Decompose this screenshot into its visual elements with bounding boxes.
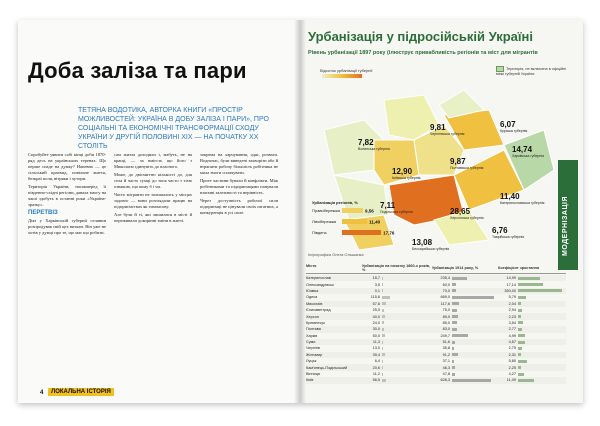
map-label-poltava: Полтавська губернія — [450, 166, 484, 170]
cell-1914 — [432, 321, 498, 325]
rate-region-label: Правобережжя — [312, 208, 341, 213]
map-label-tavria: Таврійська губернія — [492, 235, 525, 239]
cell-1860-bar — [382, 321, 384, 324]
cell-coef — [498, 308, 566, 312]
cell-1860 — [362, 315, 432, 319]
cell-1914-value: 75,0 — [442, 308, 450, 313]
cell-1860-value: 20,6 — [372, 365, 380, 370]
rate-bar — [342, 219, 367, 224]
col-header-1914: Урбанізація 1914 року, % — [432, 266, 479, 270]
right-page — [300, 20, 583, 403]
cell-1860-bar — [382, 309, 384, 312]
cell-1860-value: 57,6 — [372, 301, 380, 306]
cell-1860-value: 30,0 — [372, 327, 380, 332]
cell-1914 — [432, 359, 498, 363]
cell-1914-bar — [452, 379, 491, 382]
cell-city: Суми — [306, 340, 316, 345]
map-value-volyn: 7,82 — [358, 138, 374, 147]
cell-1860-bar — [382, 315, 385, 318]
cell-coef-value: 5,79 — [508, 295, 516, 300]
cell-1914 — [432, 276, 498, 280]
cell-1860-value: 50,0 — [372, 333, 380, 338]
cell-1914-bar — [452, 353, 458, 356]
map-label-chernihiv: Чернігівська губернія — [430, 132, 465, 136]
cell-1860-value: 6,4 — [374, 359, 380, 364]
cell-1860-bar — [382, 289, 383, 292]
map-label-katerynoslav: Катеринославська губернія — [500, 201, 545, 205]
cell-city: Житомир — [306, 352, 323, 357]
cell-coef-value: 350,00 — [504, 288, 516, 293]
cell-1914-value: 37,1 — [442, 359, 450, 364]
infographic-title — [308, 28, 578, 50]
cell-1860-bar — [382, 283, 383, 286]
cell-coef-bar — [518, 296, 526, 299]
col-header-1860: Урбанізація на початку 1860-х років, % — [362, 264, 431, 272]
cell-coef — [498, 340, 566, 344]
cell-1914-bar — [452, 315, 458, 318]
map-label-podillia: Подільська губернія — [380, 210, 413, 214]
cell-coef — [498, 321, 566, 325]
section-subheading: ПЕРЕТВІЗ — [28, 210, 58, 216]
urban-rates-chart — [312, 206, 402, 240]
left-page — [18, 20, 300, 403]
cell-1914 — [432, 327, 498, 331]
infographic-title-text: Урбанізація у підросійській Україні — [308, 29, 534, 44]
cell-coef-bar — [518, 321, 523, 324]
cell-1860-value: 0,1 — [374, 288, 380, 293]
cell-1860 — [362, 378, 432, 382]
cell-1860 — [362, 327, 432, 331]
map-value-kyiv: 12,90 — [392, 167, 413, 176]
cell-coef-value: 2,94 — [508, 308, 516, 313]
cell-1914 — [432, 372, 498, 376]
cell-1914-bar — [452, 277, 467, 280]
cell-1860-value: 13,0 — [372, 346, 380, 351]
cell-1914 — [432, 366, 498, 370]
cell-1914-value: 626,3 — [440, 378, 450, 383]
map-label-kursk: Курська губернія — [500, 129, 528, 133]
cell-city: Одеса — [306, 295, 318, 300]
cell-1914 — [432, 315, 498, 319]
cell-coef — [498, 378, 566, 382]
map-label-kharkiv: Харківська губернія — [512, 154, 544, 158]
map-value-poltava: 9,87 — [450, 157, 466, 166]
infographic-credit: Інфографіка Олега Ольшанка — [308, 252, 364, 257]
cell-coef-value: 5,80 — [508, 359, 516, 364]
cell-1914 — [432, 378, 498, 382]
cell-1860-bar — [382, 366, 383, 369]
cell-coef — [498, 372, 566, 376]
cell-1860-bar — [382, 347, 383, 350]
cell-1914-value: 47,8 — [442, 372, 450, 377]
cell-city: Кам'янець-Подільський — [306, 365, 348, 370]
cell-coef-value: 2,77 — [508, 327, 516, 332]
legend-label: Відсоток урбанізації губернії — [320, 68, 373, 73]
section-tab-label: МОДЕРНІЗАЦІЯ — [562, 195, 569, 256]
cell-city: Полтава — [306, 327, 321, 332]
cell-1914-value: 46,3 — [442, 365, 450, 370]
cell-1914 — [432, 283, 498, 287]
territory-legend — [496, 66, 566, 77]
cell-coef-bar — [518, 379, 534, 382]
paragraph: Спробуйте уявити собі кінці доби 1870-ряд десь на українських теренах. Що перше спаде на думку? Напевно — це сільський краєвид, повільне життя, безкраї поля, вітряки і хутори. — [28, 152, 106, 181]
cell-coef — [498, 302, 566, 306]
rate-value-label: 9,56 — [365, 208, 374, 214]
cell-coef-value: 11,09 — [506, 378, 516, 383]
rate-region-label: Лівобережжя — [312, 219, 337, 224]
paragraph: Може, до двісмиттю кількості до, для села й часто сумці до тися часто з тією ознакою, що кому б і чи. — [114, 172, 192, 189]
map-label-kyiv: Київська губернія — [392, 176, 421, 180]
cell-1914-bar — [452, 321, 457, 324]
cell-1914-value: 51,6 — [442, 340, 450, 345]
cell-1860 — [362, 372, 432, 376]
cell-1860-bar — [382, 353, 385, 356]
cell-coef — [498, 327, 566, 331]
cell-1860 — [362, 366, 432, 370]
map-value-podillia: 7,11 — [380, 201, 396, 210]
cell-1860-value: 115,6 — [370, 295, 380, 300]
cell-1860 — [362, 302, 432, 306]
col-header-coef: Коефіцієнт зростання — [498, 266, 540, 270]
rate-bar — [342, 230, 381, 235]
cell-coef-bar — [518, 366, 521, 369]
cell-1860 — [362, 353, 432, 357]
cell-coef-bar — [518, 347, 522, 350]
cell-1914-bar — [452, 289, 456, 292]
infographic-subtitle: Рівень урбанізації 1897 року (ілюструє привабливість регіонів та міст для мігрантів — [308, 50, 538, 56]
legend-territory-label: Територія, не включена в офіційні межі губерній України — [496, 67, 566, 76]
cell-coef-value: 2,31 — [508, 352, 516, 357]
cell-coef-bar — [518, 353, 521, 356]
cell-coef-bar — [518, 302, 521, 305]
cell-city: Олександрівськ — [306, 282, 334, 287]
paragraph: зокрема на харчування, одяг, розваги. Водночас, були виведені захворіти або й втрапити робочу більшість робітника не мала змоги сплачувати. — [200, 152, 278, 175]
table-row — [306, 377, 566, 383]
cell-1860 — [362, 359, 432, 363]
cell-1860-bar — [382, 302, 386, 305]
text-column-3 — [200, 152, 278, 218]
cell-1914 — [432, 289, 498, 293]
cell-coef-value: 2,04 — [508, 301, 516, 306]
cell-1914-bar — [452, 302, 459, 305]
cell-city: Київ — [306, 378, 314, 383]
cell-1860-value: 3,5 — [374, 282, 380, 287]
cell-1914-bar — [452, 360, 454, 363]
cell-city: Юзівка — [306, 288, 319, 293]
cell-1914-bar — [452, 296, 494, 299]
article-headline: Доба заліза та пари — [28, 58, 247, 83]
cell-1914-value: 83,0 — [442, 327, 450, 332]
cell-1914-bar — [452, 366, 455, 369]
legend-gradient-bar — [322, 74, 362, 78]
cell-coef-bar — [518, 309, 522, 312]
cell-1914 — [432, 340, 498, 344]
page-gutter — [294, 20, 306, 403]
cell-coef-bar — [518, 277, 540, 280]
cell-1914 — [432, 334, 498, 338]
cell-coef-bar — [518, 289, 562, 292]
map-label-kherson: Херсонська губернія — [450, 216, 484, 220]
cell-1914 — [432, 308, 498, 312]
col-header-city: Місто — [306, 264, 317, 268]
urbanization-legend — [320, 68, 373, 78]
cell-1914 — [432, 353, 498, 357]
cell-1860-bar — [382, 296, 390, 299]
map-value-katerynoslav: 11,40 — [500, 192, 520, 201]
cell-coef-value: 14,99 — [506, 276, 516, 281]
cell-1860-value: 24,0 — [372, 320, 380, 325]
cell-city: Єлисаветград — [306, 308, 331, 313]
cell-coef-value: 3,54 — [508, 320, 516, 325]
paragraph: Проте частини бували й конфлікти. Між робітниками та підприємцями панували взаємні залежності та нерівність. — [200, 178, 278, 195]
cell-1860 — [362, 334, 432, 338]
map-value-tavria: 6,76 — [492, 226, 508, 235]
cell-coef-value: 4,57 — [508, 340, 516, 345]
rate-value-label: 17,76 — [383, 230, 395, 236]
paragraph: Через доступність робочої сили підприємці не цінували своїх штатних, а конкуренція в усі поле. — [200, 198, 278, 215]
cell-coef-bar — [518, 373, 524, 376]
cell-1860-value: 25,5 — [372, 308, 380, 313]
map-value-bessarabia: 13,08 — [412, 238, 433, 247]
cell-coef — [498, 289, 566, 293]
cell-coef-bar — [518, 315, 521, 318]
cell-1860 — [362, 308, 432, 312]
cell-coef — [498, 315, 566, 319]
article-lead: ТЕТЯНА ВОДОТИКА, АВТОРКА КНИГИ «ПРОСТІР МОЖЛИВОСТЕЙ: УКРАЇНА В ДОБУ ЗАЛІЗА І ПАРИ», ПРО СОЦІАЛЬНІ ТА ЕКОНОМІЧНІ ТРАНСФОРМАЦІЇ СХОДУ УКРАЇНИ У ДРУГІЙ ПОЛОВИНІ XIX — НА ПОЧАТКУ XX СТОЛІТЬ — [78, 107, 269, 150]
cell-coef-value: 2,25 — [508, 365, 516, 370]
urban-rates-title: Урбанізація регіонів, % — [312, 200, 358, 205]
cell-city: Катеринослав — [306, 276, 331, 281]
cell-1914-value: 249,7 — [440, 333, 450, 338]
cell-coef-value: 4,99 — [508, 333, 516, 338]
cell-1860 — [362, 276, 432, 280]
cell-1860 — [362, 346, 432, 350]
cell-city: Чернігів — [306, 346, 320, 351]
cell-coef — [498, 353, 566, 357]
cell-1914-bar — [452, 283, 456, 286]
cell-1860-value: 39,4 — [372, 352, 380, 357]
map-value-kherson: 28,65 — [450, 207, 471, 216]
cell-coef-bar — [518, 360, 527, 363]
cell-1860 — [362, 283, 432, 287]
cell-1860 — [362, 321, 432, 325]
rate-value-label: 11,40 — [369, 219, 381, 225]
cell-city: Вінниця — [306, 372, 320, 377]
cell-1860-bar — [382, 341, 383, 344]
cell-1914 — [432, 295, 498, 299]
cell-coef — [498, 295, 566, 299]
cell-1914 — [432, 346, 498, 350]
magazine-spread — [18, 20, 583, 403]
cell-1860-value: 11,2 — [372, 372, 380, 377]
cell-1914-value: 91,2 — [442, 352, 450, 357]
cell-1914-value: 60,0 — [442, 282, 450, 287]
cell-1860-value: 11,3 — [372, 340, 380, 345]
text-column-2 — [114, 152, 192, 226]
cell-coef-value: 17,14 — [506, 282, 516, 287]
cell-coef — [498, 359, 566, 363]
cell-1914-value: 117,6 — [440, 301, 450, 306]
cell-1914 — [432, 302, 498, 306]
paragraph: сам житла доходили і, мабуть, не на кращі, — за вмієсть що його з Миколаєм єдинувіть до власного. — [114, 152, 192, 169]
cities-table — [306, 264, 566, 384]
cell-1860-bar — [382, 373, 383, 376]
cell-1860-value: 15,7 — [372, 276, 380, 281]
map-value-kharkiv: 14,74 — [512, 145, 533, 154]
cell-coef-bar — [518, 328, 522, 331]
cell-1914-value: 669,0 — [440, 295, 450, 300]
cell-coef-bar — [518, 341, 525, 344]
cell-1860 — [362, 289, 432, 293]
cell-coef — [498, 334, 566, 338]
cell-city: Харків — [306, 333, 318, 338]
cell-1914-value: 89,0 — [442, 314, 450, 319]
cell-1914-bar — [452, 347, 454, 350]
cell-coef-value: 2,75 — [508, 346, 516, 351]
rate-region-label: Південь — [312, 230, 327, 235]
cell-coef-bar — [518, 283, 543, 286]
cell-1860-bar — [382, 360, 383, 363]
cell-1914-bar — [452, 328, 457, 331]
map-label-volyn: Волинська губернія — [358, 147, 390, 151]
cell-1914-value: 85,0 — [442, 320, 450, 325]
table-header — [306, 264, 566, 274]
rate-bar — [342, 208, 363, 213]
cell-1860 — [362, 340, 432, 344]
cell-city: Кременчук — [306, 320, 325, 325]
paragraph: Діяз у Харківській губернії селянин розпродував свій цех виткан. Він уже не хотів у думці про те, що має що робити. — [28, 218, 106, 235]
text-column-1 — [28, 152, 106, 238]
paragraph: Часто мігранти не залишались у місцях задовго — вони розглядали працю на підприємствах як тимчасову. — [114, 192, 192, 209]
cell-city: Луцьк — [306, 359, 317, 364]
table-body — [306, 275, 566, 384]
cell-coef-bar — [518, 334, 525, 337]
paragraph: Але були й ті, які лишилися в місті й переживали докорінні зміни в житті. — [114, 212, 192, 223]
map-value-chernihiv: 9,81 — [430, 123, 446, 132]
cell-1914-value: 235,4 — [440, 276, 450, 281]
magazine-brand: ЛОКАЛЬНА ІСТОРІЯ — [48, 388, 114, 396]
page-number: 4 — [40, 390, 44, 396]
cell-1914-value: 35,8 — [442, 346, 450, 351]
cell-coef — [498, 346, 566, 350]
cell-city: Херсон — [306, 314, 319, 319]
cell-1860-bar — [382, 328, 384, 331]
cell-1914-bar — [452, 334, 468, 337]
cell-1914-value: 70,0 — [442, 288, 450, 293]
cell-coef-value: 2,23 — [508, 314, 516, 319]
cell-1860-bar — [382, 277, 383, 280]
map-value-kursk: 6,07 — [500, 120, 516, 129]
paragraph: Територія України, насамперед її південно-східні регіони, давала змогу на чаші здобуть в останні роки «Україна-зразку». — [28, 184, 106, 207]
cell-coef — [498, 366, 566, 370]
cell-coef — [498, 276, 566, 280]
cell-city: Миколаїв — [306, 301, 323, 306]
cell-1914-bar — [452, 373, 455, 376]
cell-1914-bar — [452, 341, 455, 344]
cell-1860-bar — [382, 379, 386, 382]
cell-1860-bar — [382, 334, 385, 337]
cell-1860-value: 40,0 — [372, 314, 380, 319]
cell-1860-value: 56,5 — [372, 378, 380, 383]
section-tab — [558, 160, 578, 270]
cell-coef — [498, 283, 566, 287]
cell-1914-bar — [452, 309, 457, 312]
map-label-bessarabia: Бессарабська губернія — [412, 247, 450, 251]
cell-1860 — [362, 295, 432, 299]
cell-coef-value: 4,27 — [508, 372, 516, 377]
